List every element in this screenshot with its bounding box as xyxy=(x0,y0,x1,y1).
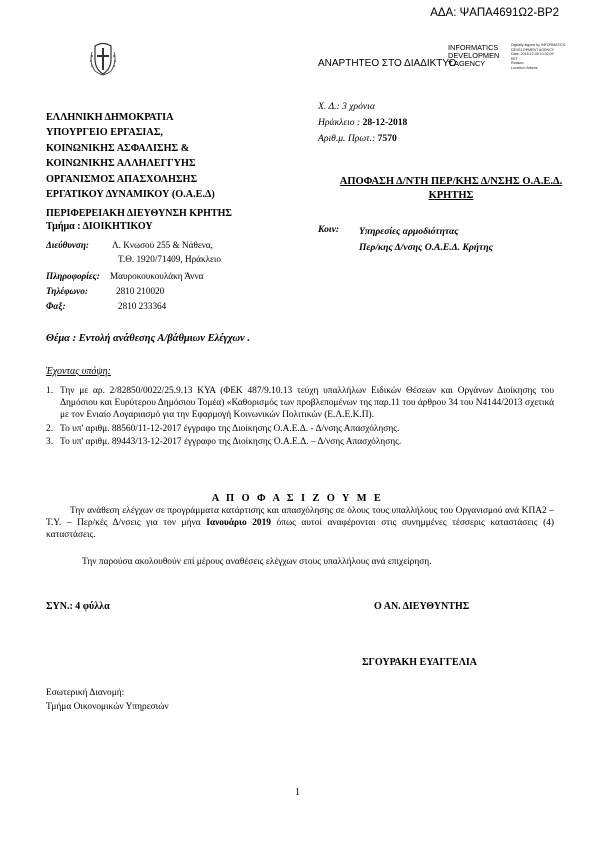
ada-code: ΑΔΑ: ΨΑΠΑ4691Ω2-ΒΡ2 xyxy=(430,7,559,19)
page-number: 1 xyxy=(295,787,300,798)
having-regard-heading: Έχοντας υπόψη: xyxy=(46,366,111,377)
info-value: Μαυροκουκουλάκη Άννα xyxy=(110,271,204,281)
phone-value: 2810 210020 xyxy=(116,286,165,296)
organization-line: ΕΡΓΑΤΙΚΟΥ ΔΥΝΑΜΙΚΟΥ (Ο.Α.Ε.Δ) xyxy=(46,189,215,201)
address-line-2: Τ.Θ. 1920/71409, Ηράκλειο xyxy=(118,254,221,264)
directorate-name: ΠΕΡΙΦΕΡΕΙΑΚΗ ΔΙΕΥΘΥΝΣΗ ΚΡΗΤΗΣ xyxy=(46,208,232,219)
fax-value: 2810 233364 xyxy=(118,301,167,311)
stamp-detail: DEVELOPMENT AGENCY xyxy=(511,47,555,52)
phone-row xyxy=(46,286,88,296)
decision-title: ΑΠΟΦΑΣΗ Δ/ΝΤΗ ΠΕΡ/ΚΗΣ Δ/ΝΣΗΣ Ο.Α.Ε.Δ. ΚΡΗΤΗΣ xyxy=(339,176,563,201)
item-number: 2. xyxy=(46,423,54,434)
stamp-detail: Location: Athens xyxy=(511,65,538,70)
koin-recipients xyxy=(359,224,493,255)
organization-line: ΟΡΓΑΝΙΣΜΟΣ ΑΠΑΣΧΟΛΗΣΗΣ xyxy=(46,173,198,185)
decision-paragraph xyxy=(46,506,554,541)
consideration-item xyxy=(46,423,554,435)
protocol-label: Αριθ.μ. Πρωτ.: xyxy=(318,133,376,144)
posting-label: ΑΝΑΡΤΗΤΕΟ ΣΤΟ ΔΙΑΔΙΚΤΥΟ xyxy=(318,58,457,69)
stamp-line: DEVELOPMEN xyxy=(448,50,500,60)
director-title: Ο ΑΝ. ΔΙΕΥΘΥΝΤΗΣ xyxy=(374,601,470,612)
organization-line: ΚΟΙΝΩΝΙΚΗΣ ΑΛΛΗΛΕΓΓΥΗΣ xyxy=(46,158,196,170)
internal-distribution-value: Τμήμα Οικονομικών Υπηρεσιών xyxy=(46,702,169,712)
month-highlight: Ιανουάριο 2019 xyxy=(206,517,271,528)
organization-line: ΥΠΟΥΡΓΕΙΟ ΕΡΓΑΣΙΑΣ, xyxy=(46,127,163,139)
organization-line: ΕΛΛΗΝΙΚΗ ΔΗΜΟΚΡΑΤΙΑ xyxy=(46,112,174,123)
greek-coat-of-arms-icon xyxy=(87,42,119,76)
organization-block xyxy=(46,110,215,202)
subject-line: Θέμα : Εντολή ανάθεσης Α/βάθμιων Ελέγχων . xyxy=(46,333,250,344)
consideration-item xyxy=(46,436,554,448)
stamp-detail: Reason: xyxy=(511,61,525,65)
retention-period: Χ. Δ.: 3 χρόνια xyxy=(318,101,375,112)
stamp-detail: Digitally signed by INFORMATICS xyxy=(511,43,566,47)
internal-distribution-label: Εσωτερική Διανομή: xyxy=(46,688,125,698)
document-date: 28-12-2018 xyxy=(362,117,408,128)
decision-heading: Α Π Ο Φ Α Σ Ι Ζ Ο Υ Μ Ε xyxy=(211,493,384,504)
document-meta xyxy=(318,99,407,147)
stamp-line: INFORMATICS xyxy=(448,43,499,52)
recipient-line: Περ/κης Δ/νσης Ο.Α.Ε.Δ. Κρήτης xyxy=(359,241,493,253)
region-block xyxy=(46,207,232,233)
item-number: 3. xyxy=(46,436,54,447)
paragraph-text: Την ανάθεση ελέγχων σε προγράμματα κατάρτισης και απασχόλησης σε όλους τους υπαλλήλους του Οργανισμού ανά ΚΠΑ2 – Τ.Υ. – Περ/κές Δ/νσεις για τον μήνα xyxy=(46,506,554,528)
stamp-detail: EET xyxy=(511,56,518,61)
address-label: Διεύθυνση: xyxy=(46,240,89,250)
item-text: Το υπ' αριθμ. 88560/11-12-2017 έγγραφο της Διοίκησης Ο.Α.Ε.Δ. - Δ/νσης Απασχόλησης. xyxy=(60,423,400,434)
info-row xyxy=(46,271,100,281)
fax-label: Φαξ: xyxy=(46,301,66,311)
consideration-item xyxy=(46,385,554,422)
organization-line: ΚΟΙΝΩΝΙΚΗΣ ΑΣΦΑΛΙΣΗΣ & xyxy=(46,142,190,154)
recipient-line: Υπηρεσίες αρμοδιότητας xyxy=(359,226,459,237)
address-row xyxy=(46,240,89,250)
followup-paragraph: Την παρούσα ακολουθούν επί μέρους αναθέσεις ελέγχων στους υπαλλήλους ανά επιχείρηση. xyxy=(82,557,432,567)
item-text: Την με αρ. 2/82850/0022/25.9.13 ΚΥΑ (ΦΕΚ 487/9.10.13 τεύχη υπαλλήλων Ειδικών Θέσεων και Οργάνων Διοίκησης του Δημόσιου και Ευρύτερου Δημόσιου Τομέα) «Καθορισμός των προβλεπομένων της παρ.11 του άρθρου 34 του Ν4144/2013 σχετικά με τον Ενιαίο Λογαριασμό για την Εφαρμογή Κοινωνικών Πολιτικών (Ε.Λ.Ε.Κ.Π). xyxy=(60,386,554,421)
protocol-number: 7570 xyxy=(377,133,397,144)
stamp-detail: Date: 2018.12.28 10:32:09 xyxy=(511,52,554,56)
info-label: Πληροφορίες: xyxy=(46,271,100,281)
item-text: Το υπ' αριθμ. 89443/13-12-2017 έγγραφο της Διοίκησης Ο.Α.Ε.Δ. – Δ/νσης Απασχόλησης. xyxy=(60,436,402,447)
attachments-count: ΣΥΝ.: 4 φύλλα xyxy=(46,601,110,612)
fax-row xyxy=(46,301,66,311)
digital-signature-stamp xyxy=(448,44,499,67)
paragraph-text: όπως αυτοί αναφέρονται στις συνημμένες τέσσερις καταστάσεις (4) καταστάσεις. xyxy=(46,517,555,540)
item-number: 1. xyxy=(46,386,54,396)
signer-name: ΣΓΟΥΡΑΚΗ ΕΥΑΓΓΕΛΙΑ xyxy=(362,657,478,668)
address-line-1: Λ. Κνωσού 255 & Νάθενα, xyxy=(112,240,213,250)
considerations-list xyxy=(46,385,554,449)
phone-label: Τηλέφωνο: xyxy=(46,286,88,296)
stamp-line: T AGENCY xyxy=(448,58,486,68)
department-name: Τμήμα : ΔΙΟΙΚΗΤΙΚΟΥ xyxy=(46,221,153,232)
koin-label: Κοιν: xyxy=(318,224,340,235)
place-date-label: Ηράκλειο : xyxy=(318,117,361,128)
digital-signature-details xyxy=(511,43,565,70)
